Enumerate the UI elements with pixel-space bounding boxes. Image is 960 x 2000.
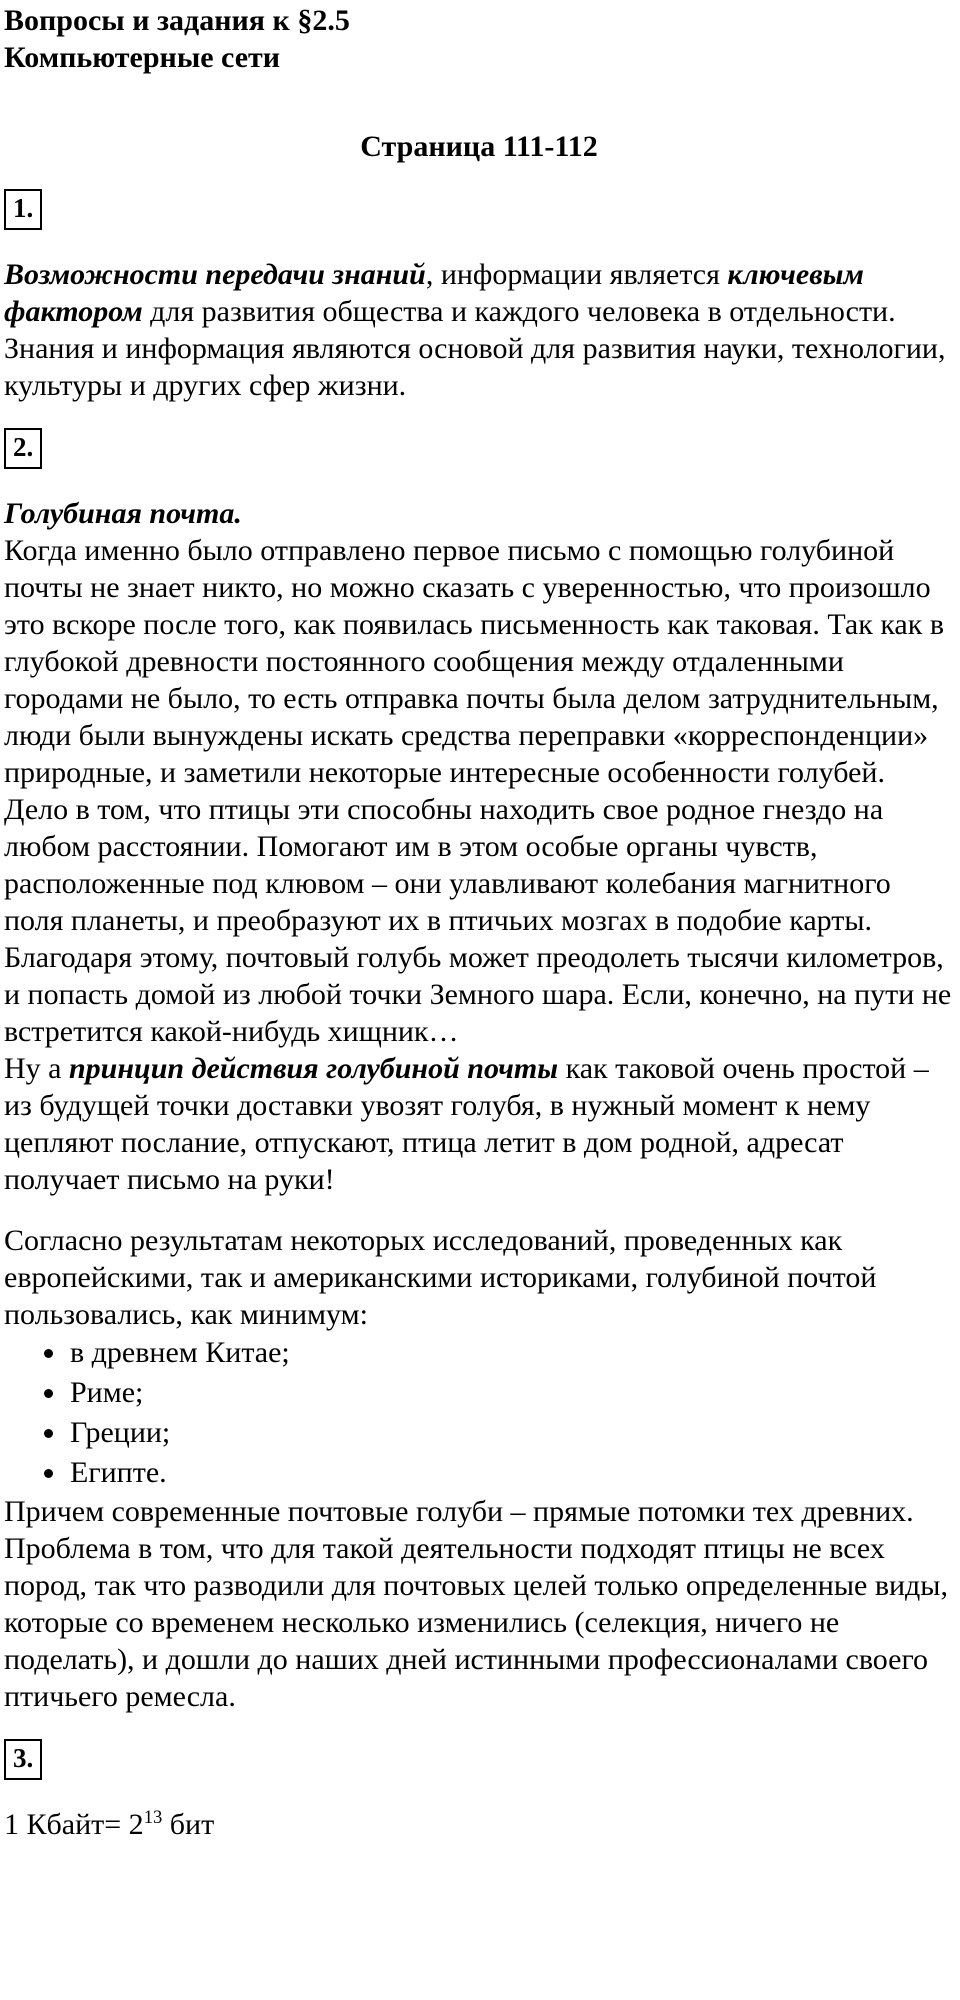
text-run: , информации является bbox=[425, 258, 728, 291]
emphasis-run: ключевым фактором bbox=[4, 258, 864, 328]
emphasis-run: принцип действия голубиной почты bbox=[68, 1052, 559, 1085]
document-content bbox=[4, 2, 954, 1843]
text-run: Причем современные почтовые голуби – прямые потомки тех древних. Проблема в том, что для такой деятельности подходят птицы не всех пород, так что разводили для почтовых целей только определенные виды, которые со временем несколько изменились (селекция, ничего не поделать), и дошли до наших дней истинными профессионалами своего птичьего ремесла. bbox=[4, 1495, 948, 1713]
emphasis-run: Возможности передачи знаний bbox=[4, 258, 426, 291]
answer-2-paragraph-5 bbox=[4, 1493, 954, 1715]
answer-2-paragraph-1 bbox=[4, 532, 954, 791]
answer-1-paragraph-2 bbox=[4, 330, 954, 404]
task-1-number: 1. bbox=[4, 189, 42, 230]
text-run: бит bbox=[162, 1808, 215, 1841]
answer-2-paragraph-2 bbox=[4, 791, 954, 1050]
task-3-number: 3. bbox=[4, 1739, 42, 1780]
task-3-number-row bbox=[4, 1739, 954, 1780]
text-run: Ну а bbox=[4, 1052, 69, 1085]
text-run: Согласно результатам некоторых исследований, проведенных как европейскими, так и американскими историками, голубиной почтой пользовались, как минимум: bbox=[4, 1224, 877, 1331]
emphasis-run: Голубиная почта. bbox=[4, 497, 242, 530]
task-2-number: 2. bbox=[4, 428, 42, 469]
answer-2-paragraph-3 bbox=[4, 1050, 954, 1198]
list-item: • Риме; bbox=[68, 1373, 954, 1413]
list-item: • Египте. bbox=[68, 1453, 954, 1493]
page-reference: Страница 111-112 bbox=[360, 130, 598, 163]
answer-1-paragraph-1 bbox=[4, 256, 954, 330]
doc-title: Вопросы и задания к §2.5 bbox=[4, 4, 350, 37]
task-2-number-row bbox=[4, 428, 954, 469]
list-item: • в древнем Китае; bbox=[68, 1333, 954, 1373]
answer-2-paragraph-4 bbox=[4, 1222, 954, 1333]
text-run: Когда именно было отправлено первое письмо с помощью голубиной почты не знает никто, но можно сказать с уверенностью, что произошло это вскоре после того, как появилась письменность как таковая. Так как в глубокой древности постоянного сообщения между отдаленными городами не было, то есть отправка почты была делом затруднительным, люди были вынуждены искать средства переправки «корреспонденции» природные, и заметили некоторые интересные особенности голубей. bbox=[4, 534, 944, 789]
task-1-number-row bbox=[4, 189, 954, 230]
list-item: • Греции; bbox=[68, 1413, 954, 1453]
text-run: для развития общества и каждого человека в отдельности. bbox=[142, 295, 896, 328]
text-run: как таковой очень простой – из будущей точки доставки увозят голубя, в нужный момент к нему цепляют послание, отпускают, птица летит в дом родной, адресат получает письмо на руки! bbox=[4, 1052, 929, 1196]
answer-3-formula bbox=[4, 1806, 954, 1843]
superscript-run: 13 bbox=[143, 1807, 163, 1828]
doc-subtitle: Компьютерные сети bbox=[4, 41, 281, 74]
pigeon-post-places-list bbox=[4, 1333, 954, 1493]
text-run: Дело в том, что птицы эти способны находить свое родное гнездо на любом расстоянии. Помогают им в этом особые органы чувств, расположенные под клювом – они улавливают колебания магнитного поля планеты, и преобразуют их в птичьих мозгах в подобие карты. Благодаря этому, почтовый голубь может преодолеть тысячи километров, и попасть домой из любой точки Земного шара. Если, конечно, на пути не встретится какой-нибудь хищник… bbox=[4, 793, 952, 1048]
text-run: Знания и информация являются основой для развития науки, технологии, культуры и других сфер жизни. bbox=[4, 332, 946, 402]
text-run: 1 Кбайт= 2 bbox=[4, 1808, 144, 1841]
answer-2-heading bbox=[4, 495, 954, 532]
